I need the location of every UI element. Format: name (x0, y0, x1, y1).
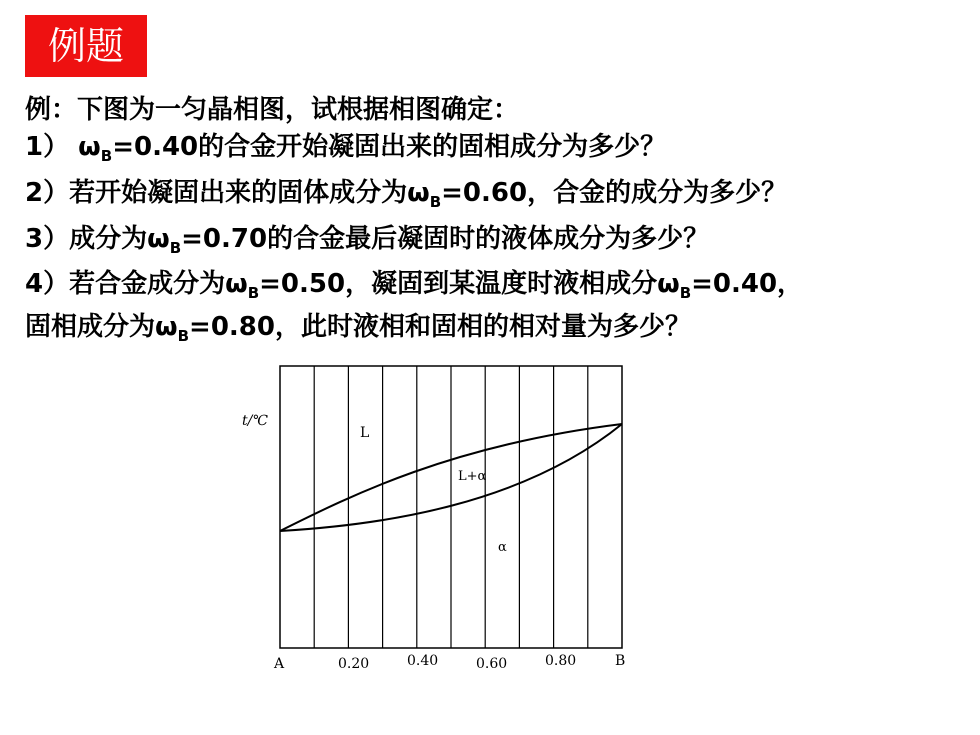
question-2 (25, 175, 970, 221)
q3-pre: 3）成分为ω (25, 224, 170, 254)
phase-diagram (232, 365, 652, 685)
q2-subscript: B (429, 193, 442, 211)
q4b-pre: 固相成分为ω (25, 312, 178, 342)
q4a-subscript: B (247, 284, 260, 302)
question-1 (25, 129, 970, 175)
region-label-liquid: L (360, 425, 370, 441)
question-4-line-2 (25, 310, 970, 353)
x-label-0-60: 0.60 (476, 656, 508, 672)
q4a-subscript-2: B (679, 284, 692, 302)
region-label-solid: α (498, 540, 507, 555)
x-label-0-80: 0.80 (545, 653, 577, 669)
question-intro: 例：下图为一匀晶相图，试根据相图确定： (25, 95, 520, 125)
x-label-b: B (615, 653, 626, 669)
q2-pre: 2）若开始凝固出来的固体成分为ω (25, 178, 430, 208)
q1-subscript: B (100, 147, 113, 165)
q1-post: =0.40的合金开始凝固出来的固相成分为多少？ (112, 132, 667, 162)
q1-pre: 1） ω (25, 132, 101, 162)
q4a-post: =0.40， (691, 269, 804, 299)
question-3 (25, 221, 970, 267)
y-axis-label: t/℃ (242, 413, 269, 429)
slide-title: 例题 (25, 15, 147, 77)
q4a-mid: =0.50，凝固到某温度时液相成分ω (259, 269, 680, 299)
q2-post: =0.60，合金的成分为多少？ (441, 178, 788, 208)
question-4-line-1 (25, 267, 970, 310)
region-label-two-phase: L+α (458, 469, 487, 484)
q4b-post: =0.80，此时液相和固相的相对量为多少？ (189, 312, 691, 342)
x-label-0-40: 0.40 (407, 653, 439, 669)
x-label-0-20: 0.20 (338, 656, 370, 672)
q3-post: =0.70的合金最后凝固时的液体成分为多少？ (181, 224, 710, 254)
diagram-grid (314, 366, 588, 648)
q4a-pre: 4）若合金成分为ω (25, 269, 248, 299)
x-label-a: A (274, 656, 285, 672)
question-block (25, 92, 970, 353)
q3-subscript: B (169, 239, 182, 257)
q4b-subscript: B (177, 327, 190, 345)
